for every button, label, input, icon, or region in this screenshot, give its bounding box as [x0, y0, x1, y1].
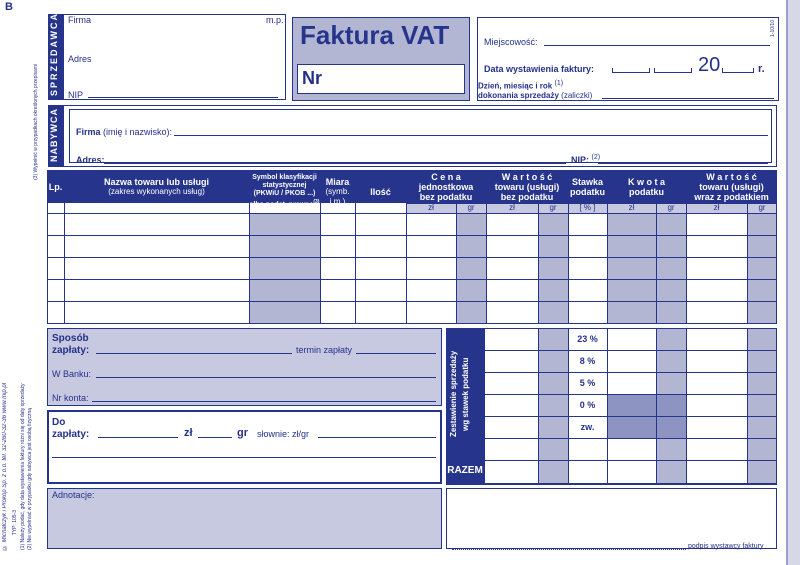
sub-cena-zl: zł: [428, 203, 434, 212]
date-year-suffix: r.: [758, 63, 765, 75]
summary-rate-0: 0 %: [579, 400, 596, 410]
summary-rate-5: 5 %: [579, 378, 596, 388]
table-row[interactable]: [47, 257, 777, 279]
w-banku-field[interactable]: [96, 377, 436, 378]
header-wartosc-l1: W a r t o ś ć: [501, 171, 553, 182]
sposob-label: Sposób: [52, 333, 89, 344]
do-label: Do: [52, 417, 66, 428]
buyer-vertical-label: NABYWCA: [49, 108, 59, 162]
header-wartosc-l3: bez podatku: [500, 191, 554, 202]
zaliczki-label: (zaliczki): [561, 91, 593, 100]
sub-wartosc-gr: gr: [549, 203, 557, 212]
seller-nip-field[interactable]: [88, 97, 278, 98]
seller-adres-label: Adres: [68, 54, 92, 64]
header-wartosc: [486, 170, 568, 203]
header-stawka: [568, 170, 607, 203]
do-zaplaty-zl-label: zł: [184, 427, 193, 439]
header-kwota: [607, 170, 686, 203]
header-ilosc: [355, 170, 406, 213]
sub-kwota-gr: gr: [667, 203, 675, 212]
buyer-firma-field[interactable]: [174, 135, 768, 136]
invoice-nr-label: Nr: [302, 68, 323, 88]
summary-zero-rate-blank: [607, 394, 686, 438]
w-banku-label: W Banku:: [52, 369, 92, 379]
header-lp: [47, 170, 64, 203]
buyer-nip-field[interactable]: [598, 163, 768, 164]
buyer-nip-label: NIP:: [571, 155, 589, 165]
do-zaplaty-gr-field[interactable]: [198, 437, 232, 438]
slownie-field-1[interactable]: [318, 437, 436, 438]
sub-cena-gr: gr: [467, 203, 475, 212]
date-day-field[interactable]: [612, 68, 650, 73]
buyer-inner-box: [69, 109, 772, 163]
buyer-firma-label: Firma: [76, 127, 101, 137]
data-wystawienia-label: Data wystawienia faktury:: [484, 64, 595, 74]
podpis-label: podpis wystawcy faktury: [688, 543, 764, 550]
header-miara-sub: (symb. j.m.): [325, 186, 350, 206]
nr-konta-label: Nr konta:: [52, 393, 89, 403]
seller-box: [64, 14, 286, 100]
header-cena-l3: bez podatku: [419, 191, 473, 202]
sub-kwota-zl: zł: [628, 203, 635, 212]
dzien-footnote: (1): [554, 80, 564, 87]
nr-konta-field[interactable]: [92, 401, 436, 402]
adnotacje-label: Adnotacje:: [52, 490, 95, 500]
termin-field[interactable]: [356, 353, 436, 354]
termin-label: termin zapłaty: [296, 345, 353, 355]
signature-box[interactable]: [446, 488, 777, 549]
slownie-label: słownie: zł/gr: [257, 429, 310, 439]
header-kwota-l2: podatku: [629, 186, 664, 197]
header-kwota-l1: K w o t a: [627, 176, 665, 187]
footnote-2: (2) Nie wypełniać w przypadku gdy nabywca jest osobą fizyczną: [27, 407, 33, 550]
summary-rate-zw: zw.: [580, 422, 595, 432]
buyer-nip-row: [571, 154, 600, 165]
sub-stawka-percent: [ % ]: [579, 203, 596, 212]
do-zaplaty-box: [47, 410, 442, 484]
seller-firma-label: Firma: [68, 15, 91, 25]
header-nazwa-sub: (zakres wykonanych usług): [108, 186, 205, 196]
table-row[interactable]: [47, 301, 777, 323]
header-wartosc-l2: towaru (usługi): [494, 181, 560, 192]
seller-vertical-label: SPRZEDAWCA: [49, 11, 59, 96]
header-wartosc2-l3: wraz z podatkiem: [694, 191, 769, 202]
header-stawka-l2: podatku: [570, 186, 605, 197]
header-cena-l2: jednostkowa: [418, 181, 474, 192]
table-row[interactable]: [47, 235, 777, 257]
seller-mp-label: m.p.: [266, 15, 284, 25]
summary-vertical-label-1: Zestawienie sprzedaży: [449, 350, 458, 438]
header-symbol-fn: (3): [313, 198, 320, 205]
sub-wartosc2-gr: gr: [758, 203, 766, 212]
summary-rate-8: 8 %: [579, 356, 596, 366]
zaplaty-label: zapłaty:: [52, 345, 90, 356]
date-year-field[interactable]: [722, 68, 754, 73]
summary-wartosc2-gr-shade: [747, 328, 777, 484]
header-symbol-l1: Symbol klasyfikacji: [252, 173, 317, 181]
table-row[interactable]: [47, 279, 777, 301]
header-wartosc2-l1: W a r t o ś ć: [706, 171, 757, 182]
signature-line: [452, 549, 686, 550]
do-zaplaty-label: zapłaty:: [52, 429, 90, 440]
do-zaplaty-gr-label: gr: [237, 427, 248, 439]
header-ilosc-text: Ilość: [370, 186, 391, 197]
dokonania-label-row: [478, 91, 592, 100]
do-zaplaty-zl-field[interactable]: [98, 437, 178, 438]
right-edge-strip: [788, 0, 800, 565]
header-stawka-l1: Stawka: [571, 176, 604, 187]
buyer-nip-footnote: (2): [591, 154, 601, 161]
date-year-prefix: 20: [698, 54, 721, 76]
header-cena-l1: C e n a: [431, 171, 461, 182]
right-edge-line: [786, 0, 788, 565]
header-miara: [320, 170, 355, 213]
sub-wartosc2-zl: zł: [713, 203, 720, 212]
invoice-title: Faktura VAT: [300, 20, 450, 50]
dzien-label: Dzień, miesiąc i rok: [478, 81, 553, 91]
buyer-firma-row: [76, 127, 172, 137]
summary-vertical-label: [448, 332, 472, 456]
header-symbol-l3: (PKWiU / PKOB ...): [253, 189, 316, 197]
header-symbol-l2: statystycznej: [262, 181, 307, 189]
dokonania-field[interactable]: [602, 98, 774, 99]
dzien-label-row: [478, 80, 563, 91]
corner-letter: B: [5, 1, 13, 13]
seller-nip-label: NIP: [68, 90, 84, 100]
header-miara-text: Miara: [325, 176, 350, 187]
header-cena: [406, 170, 486, 203]
adnotacje-box[interactable]: [47, 488, 442, 549]
header-nazwa-text: Nazwa towaru lub usługi: [103, 176, 209, 187]
meta-right-code: 1-10/10: [770, 20, 776, 37]
payment-box: [47, 328, 442, 406]
sposob-field[interactable]: [96, 353, 292, 354]
form-code: TYP: 105-3: [12, 510, 18, 536]
sub-wartosc-zl: zł: [509, 203, 515, 212]
invoice-number-field[interactable]: [297, 64, 465, 94]
summary-rate-23: 23 %: [577, 334, 598, 344]
dokonania-label: dokonania sprzedaży: [478, 91, 559, 100]
table-row[interactable]: [47, 213, 777, 235]
header-symbol-l4: albo podst. prawna: [249, 201, 314, 209]
miejscowosc-label: Miejscowość:: [484, 37, 538, 47]
buyer-firma-sub: (imię i nazwisko):: [103, 127, 173, 137]
slownie-field-2[interactable]: [52, 457, 436, 458]
footnote-3: (3) Wypełnić w przypadkach określonych przepisami: [33, 63, 39, 180]
razem-label: RAZEM: [447, 465, 483, 476]
header-lp-text: Lp.: [48, 181, 63, 192]
miejscowosc-field[interactable]: [544, 45, 770, 46]
date-month-field[interactable]: [654, 68, 692, 73]
summary-wartosc-gr-shade: [538, 328, 568, 484]
summary-vertical-label-2: wg stawek podatku: [461, 357, 470, 431]
header-nazwa: [64, 170, 249, 203]
footnote-1: (1) Należy podać, gdy data wystawienia faktury różni się od daty sprzedaży: [20, 383, 26, 550]
header-wartosc2: [686, 170, 777, 203]
header-wartosc2-l2: towaru (usługi): [699, 181, 764, 192]
buyer-adres-label: Adres:: [76, 155, 105, 165]
buyer-adres-field[interactable]: [104, 163, 566, 164]
header-symbol: [249, 170, 320, 213]
publisher-text: © Michalczyk i Prokop Sp. z o.o. tel. 32-260-32-36 www.mip.pl: [2, 382, 8, 550]
